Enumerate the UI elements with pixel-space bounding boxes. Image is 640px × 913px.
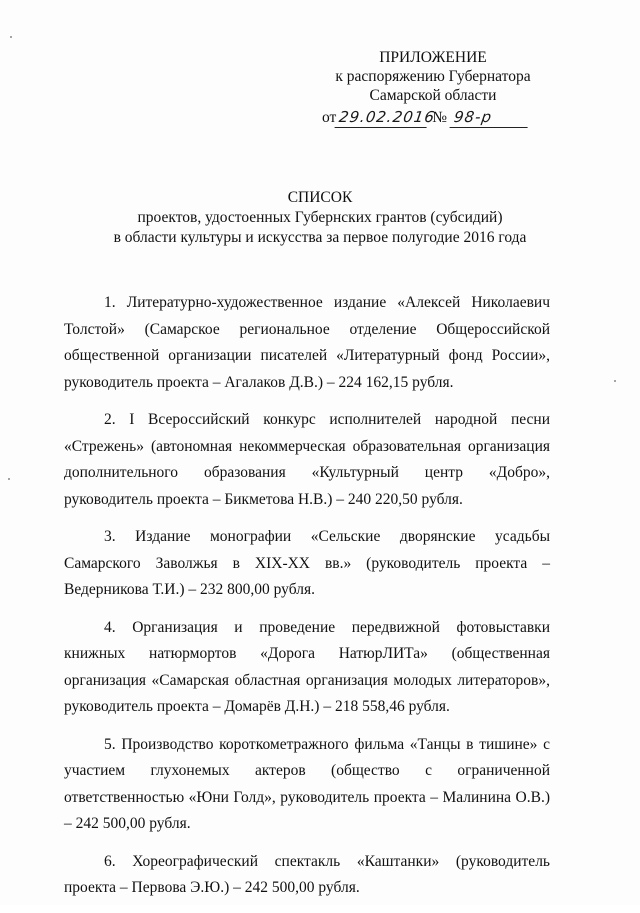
appendix-region: Самарской области [369, 87, 497, 104]
order-date-number [322, 107, 542, 128]
list-subtitle-line-1: проектов, удостоенных Губернских грантов (субсидий) [137, 209, 503, 226]
document-title [60, 188, 580, 248]
number-label: № [432, 109, 447, 126]
list-item: 1. Литературно-художественное издание «Алексей Николаевич Толстой» (Самарское региональное отделение Общероссийской общественной организации писателей «Литературный фонд России», руководитель проекта – Агалаков Д.В.) – 224 162,15 рубля. [64, 294, 550, 391]
appendix-title: ПРИЛОЖЕНИЕ [379, 49, 487, 66]
list-item: 3. Издание монографии «Сельские дворянские усадьбы Самарского Заволжья в XIX-XX вв.» (руководитель проекта – Ведерникова Т.И.) – 232 800,00 рубля. [64, 528, 550, 598]
scan-speck [10, 36, 12, 38]
scan-speck [614, 380, 616, 382]
grant-project-list [64, 290, 550, 913]
handwritten-number: 98-р [449, 107, 530, 128]
appendix-header [318, 48, 548, 105]
appendix-order-ref: к распоряжению Губернатора [335, 68, 531, 85]
list-item: 4. Организация и проведение передвижной фотовыставки книжных натюрмортов «Дорога НатюрЛИТа» (общественная организация «Самарская областная организация молодых литераторов», руководитель проекта – Домарёв Д.Н.) – 218 558,46 рубля. [64, 618, 550, 715]
handwritten-date: 29.02.2016 [335, 107, 430, 128]
list-item: 6. Хореографический спектакль «Каштанки» (руководитель проекта – Первова Э.Ю.) – 242 500,00 рубля. [64, 852, 550, 896]
list-item: 2. I Всероссийский конкурс исполнителей народной песни «Стрежень» (автономная некоммерческая образовательная организация дополнительного образования «Культурный центр «Добро», руководитель проекта – Бикметова Н.В.) – 240 220,50 рубля. [64, 411, 550, 508]
list-item: 5. Производство короткометражного фильма «Танцы в тишине» с участием глухонемых актеров (общество с ограниченной ответственностью «Юни Голд», руководитель проекта – Малинина О.В.) – 242 500,00 рубля. [64, 735, 550, 832]
list-heading: СПИСОК [287, 189, 353, 206]
scan-speck [8, 478, 10, 480]
list-subtitle-line-2: в области культуры и искусства за первое полугодие 2016 года [113, 229, 527, 246]
from-label: от [322, 109, 337, 126]
